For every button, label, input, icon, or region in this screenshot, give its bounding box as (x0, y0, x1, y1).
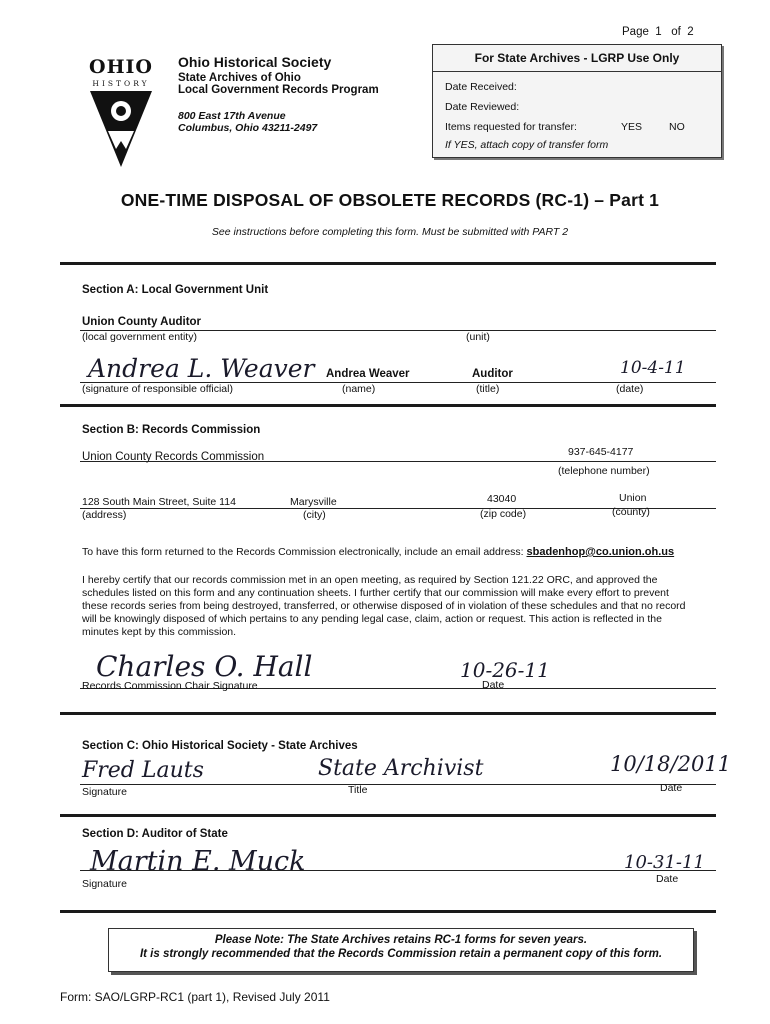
section-a-heading: Section A: Local Government Unit (82, 284, 269, 296)
section-divider (60, 712, 716, 715)
attach-transfer-note: If YES, attach copy of transfer form (445, 139, 609, 151)
archives-use-only-box (432, 44, 722, 158)
certification-line: will be knowingly disposed of which pertains to any pending legal case, claim, action or request. This action is reflected in the (82, 613, 662, 625)
commission-chair-signature: Charles O. Hall (96, 650, 313, 683)
address-value: 128 South Main Street, Suite 114 (82, 496, 236, 508)
section-b-date-value: 10-26-11 (460, 658, 550, 682)
page-current: 1 (655, 26, 662, 38)
archives-title-value: State Archivist (318, 756, 484, 781)
auditor-date-value: 10-31-11 (624, 852, 705, 873)
form-instructions: See instructions before completing this form. Must be submitted with PART 2 (211, 226, 569, 238)
logo-text: OHIO (89, 56, 153, 78)
org-info (178, 54, 379, 134)
name-label: (name) (342, 383, 376, 395)
city-label: (city) (303, 509, 326, 521)
form-identifier: Form: SAO/LGRP-RC1 (part 1), Revised July 2011 (60, 990, 330, 1004)
transfer-no-option: NO (669, 121, 685, 133)
auditor-signature: Martin E. Muck (90, 846, 306, 877)
local-government-entity-label: (local government entity) (82, 331, 197, 343)
email-prompt: To have this form returned to the Records Commission electronically, include an email address: (82, 546, 524, 558)
official-title-value: Auditor (472, 368, 513, 380)
retention-note-line1: Please Note: The State Archives retains RC-1 forms for seven years. (214, 934, 588, 946)
retention-note-box (108, 928, 694, 972)
archives-date-label: Date (660, 782, 683, 794)
address-label: (address) (82, 509, 127, 521)
date-received-label: Date Received: (445, 81, 517, 93)
unit-label: (unit) (466, 331, 490, 343)
section-divider (60, 262, 716, 265)
section-c-heading: Section C: Ohio Historical Society - State Archives (82, 740, 358, 752)
section-b-heading: Section B: Records Commission (82, 424, 261, 436)
city-value: Marysville (290, 496, 337, 508)
page-total: 2 (687, 26, 694, 38)
responsible-official-signature: Andrea L. Weaver (88, 354, 315, 383)
retention-note-line2: It is strongly recommended that the Records Commission retain a permanent copy of this form. (139, 948, 663, 960)
page-number (622, 26, 694, 38)
archives-signature-label: Signature (82, 786, 127, 798)
logo-emblem-icon (86, 91, 156, 167)
archives-box-title: For State Archives - LGRP Use Only (474, 51, 680, 65)
local-government-entity-value: Union County Auditor (82, 316, 202, 328)
telephone-label: (telephone number) (558, 465, 650, 477)
items-requested-label: Items requested for transfer: (445, 121, 577, 133)
logo-subtext: HISTORY (92, 79, 150, 88)
official-name-value: Andrea Weaver (326, 368, 410, 380)
county-label: (county) (612, 506, 650, 518)
page-label: Page (622, 26, 649, 38)
transfer-yes-option: YES (621, 121, 643, 133)
page-of: of (671, 26, 681, 38)
records-commission-value: Union County Records Commission (82, 451, 265, 463)
email-row (82, 546, 674, 558)
telephone-value: 937-645-4177 (568, 446, 634, 458)
certification-statement (82, 574, 722, 639)
chair-date-label: Date (482, 679, 505, 691)
org-subtitle: State Archives of Ohio (178, 72, 301, 84)
email-value: sbadenhop@co.union.oh.us (526, 546, 675, 558)
archives-date-value: 10/18/2011 (610, 752, 732, 776)
signature-label: (signature of responsible official) (82, 383, 233, 395)
org-address-line2: Columbus, Ohio 43211-2497 (178, 122, 318, 134)
auditor-signature-label: Signature (82, 878, 127, 890)
auditor-date-label: Date (656, 873, 679, 885)
commission-line (80, 461, 716, 462)
section-divider (60, 910, 716, 913)
archives-signature-line (80, 784, 716, 785)
chair-signature-label: Records Commission Chair Signature (82, 680, 258, 692)
auditor-signature-line (80, 870, 716, 871)
archives-title-label: Title (348, 784, 368, 796)
zip-label: (zip code) (480, 508, 527, 520)
zip-value: 43040 (487, 493, 517, 505)
certification-line: schedules listed on this form and any continuation sheets. I further certify that our commission will make every effort to prevent (82, 587, 669, 599)
title-label: (title) (476, 383, 500, 395)
section-d-heading: Section D: Auditor of State (82, 828, 228, 840)
section-divider (60, 404, 716, 407)
section-a-date-value: 10-4-11 (620, 358, 686, 378)
section-divider (60, 814, 716, 817)
certification-line: I hereby certify that our records commission met in an open meeting, as required by Section 121.22 ORC, and approved the (82, 574, 658, 586)
date-label: (date) (616, 383, 644, 395)
date-reviewed-label: Date Reviewed: (445, 101, 520, 113)
form-title: ONE-TIME DISPOSAL OF OBSOLETE RECORDS (RC-1) – Part 1 (120, 190, 660, 210)
org-address-line1: 800 East 17th Avenue (178, 110, 286, 122)
certification-line: these records series from being destroyed, transferred, or otherwise disposed of in violation of these schedules and that no record (82, 600, 686, 612)
ohio-history-logo (86, 56, 156, 167)
org-name: Ohio Historical Society (178, 54, 332, 70)
county-value: Union (619, 492, 647, 504)
archives-signature: Fred Lauts (82, 758, 204, 783)
certification-line: minutes kept by this commission. (82, 626, 237, 638)
org-program: Local Government Records Program (178, 84, 379, 96)
